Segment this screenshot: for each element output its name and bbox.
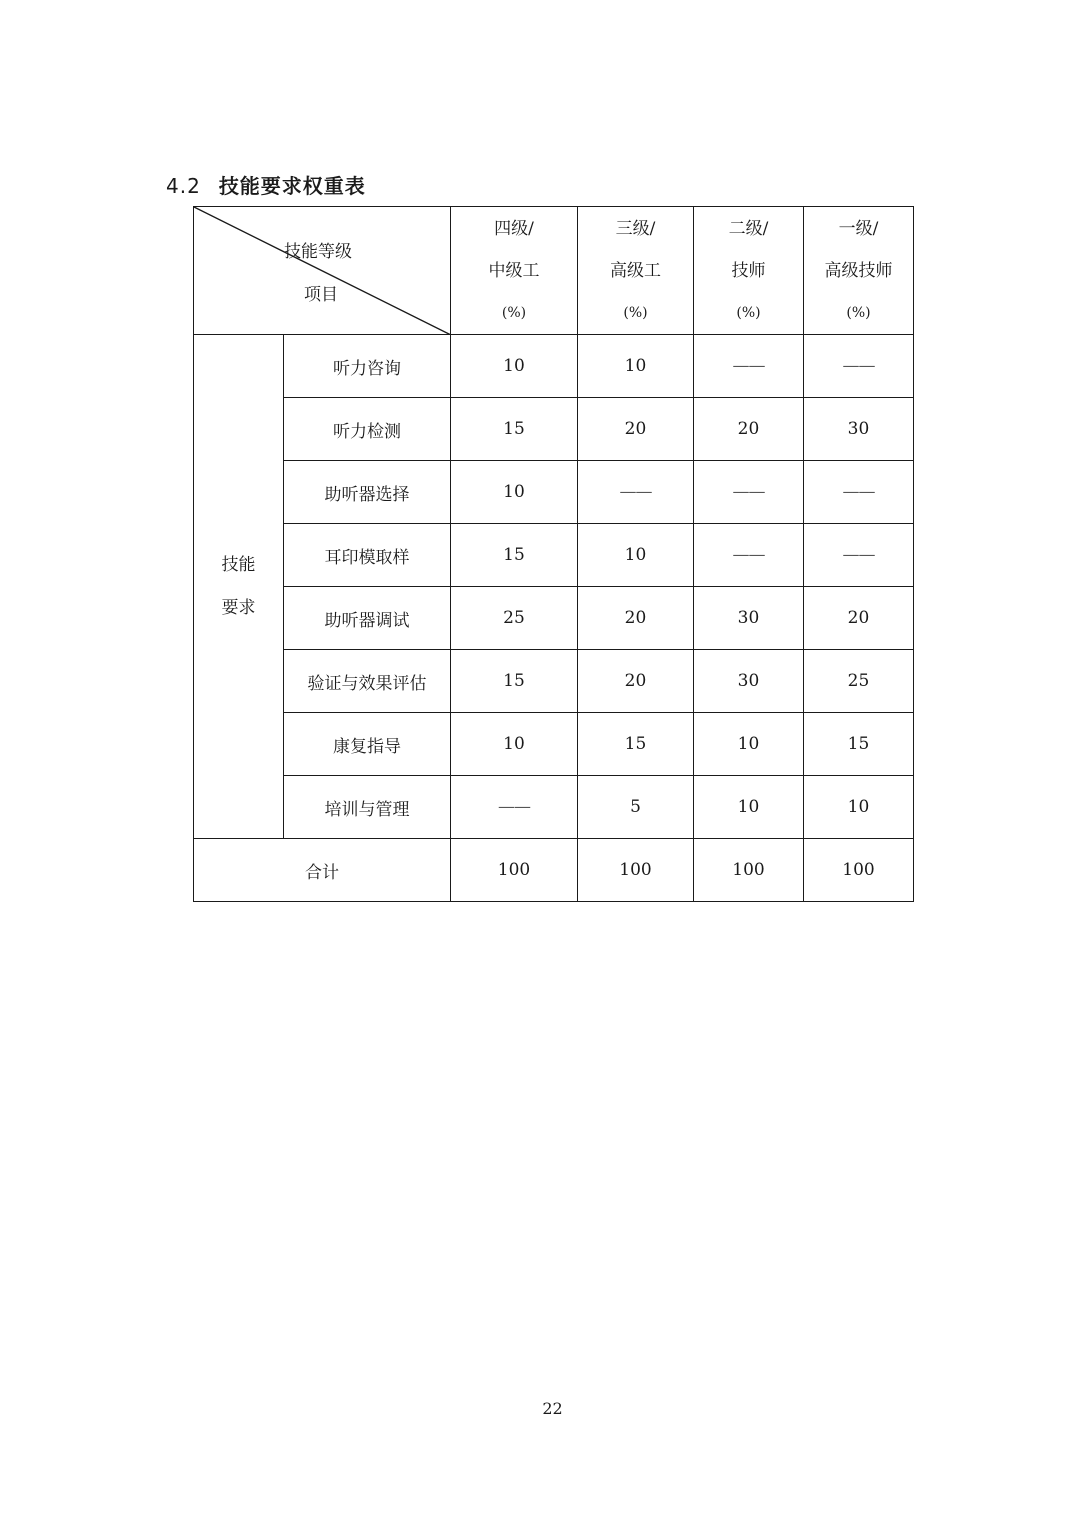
weight-cell: ——	[578, 461, 694, 524]
level-grade: 一级/	[838, 218, 879, 239]
table-row	[194, 524, 914, 587]
weight-cell: 10	[578, 335, 694, 398]
level-title: 高级工	[610, 260, 661, 281]
weight-cell: 20	[578, 587, 694, 650]
diagonal-divider	[194, 207, 451, 335]
table-row	[194, 587, 914, 650]
weight-cell: 30	[694, 650, 804, 713]
item-name: 听力咨询	[284, 335, 451, 398]
level-unit: (%)	[623, 304, 648, 321]
weight-cell: ——	[694, 524, 804, 587]
weight-cell: ——	[804, 524, 914, 587]
group-label-line: 技能	[221, 554, 256, 575]
weight-cell: 10	[694, 713, 804, 776]
table-row	[194, 398, 914, 461]
item-name: 助听器调试	[284, 587, 451, 650]
skill-weight-table	[193, 206, 914, 902]
item-name: 培训与管理	[284, 776, 451, 839]
table-row	[194, 776, 914, 839]
weight-cell: 15	[578, 713, 694, 776]
weight-cell: 15	[804, 713, 914, 776]
weight-cell: 15	[451, 524, 578, 587]
level-header-1	[804, 207, 914, 335]
weight-cell: 10	[694, 776, 804, 839]
total-cell: 100	[451, 839, 578, 902]
level-title: 高级技师	[824, 260, 893, 281]
weight-cell: 15	[451, 398, 578, 461]
item-name: 助听器选择	[284, 461, 451, 524]
page-number: 22	[542, 1399, 563, 1418]
level-grade: 三级/	[615, 218, 656, 239]
weight-cell: 10	[451, 335, 578, 398]
weight-cell: 20	[804, 587, 914, 650]
weight-cell: 30	[694, 587, 804, 650]
table-row	[194, 650, 914, 713]
level-title: 技师	[731, 260, 766, 281]
level-unit: (%)	[736, 304, 761, 321]
level-header-4	[451, 207, 578, 335]
table-row	[194, 335, 914, 398]
total-label: 合计	[194, 839, 451, 902]
level-header-3	[578, 207, 694, 335]
corner-label-level: 技能等级	[284, 242, 352, 262]
corner-header-cell	[194, 207, 451, 335]
weight-cell: 10	[451, 461, 578, 524]
weight-cell: 15	[451, 650, 578, 713]
weight-cell: 25	[451, 587, 578, 650]
section-number: 4.2	[166, 174, 201, 198]
section-heading	[166, 170, 366, 199]
total-cell: 100	[804, 839, 914, 902]
weight-cell: ——	[694, 461, 804, 524]
total-row	[194, 839, 914, 902]
table-header-row	[194, 207, 914, 335]
weight-cell: ——	[451, 776, 578, 839]
weight-cell: ——	[804, 461, 914, 524]
item-name: 耳印模取样	[284, 524, 451, 587]
weight-cell: 5	[578, 776, 694, 839]
weight-cell: ——	[694, 335, 804, 398]
total-cell: 100	[694, 839, 804, 902]
level-grade: 二级/	[728, 218, 769, 239]
weight-cell: 20	[578, 398, 694, 461]
weight-cell: 30	[804, 398, 914, 461]
weight-cell: 10	[578, 524, 694, 587]
weight-cell: 25	[804, 650, 914, 713]
weight-cell: 10	[804, 776, 914, 839]
weight-cell: 10	[451, 713, 578, 776]
group-label-line: 要求	[221, 597, 256, 618]
level-header-2	[694, 207, 804, 335]
weight-cell: 20	[578, 650, 694, 713]
item-name: 听力检测	[284, 398, 451, 461]
item-name: 验证与效果评估	[284, 650, 451, 713]
total-cell: 100	[578, 839, 694, 902]
level-unit: (%)	[846, 304, 871, 321]
group-label-skill-requirements	[194, 335, 284, 839]
corner-label-item: 项目	[304, 285, 338, 305]
level-grade: 四级/	[494, 218, 534, 239]
level-unit: (%)	[501, 304, 527, 321]
table-row	[194, 461, 914, 524]
weight-cell: ——	[804, 335, 914, 398]
weight-cell: 20	[694, 398, 804, 461]
table-row	[194, 713, 914, 776]
section-title: 技能要求权重表	[218, 174, 366, 198]
item-name: 康复指导	[284, 713, 451, 776]
level-title: 中级工	[488, 260, 540, 281]
